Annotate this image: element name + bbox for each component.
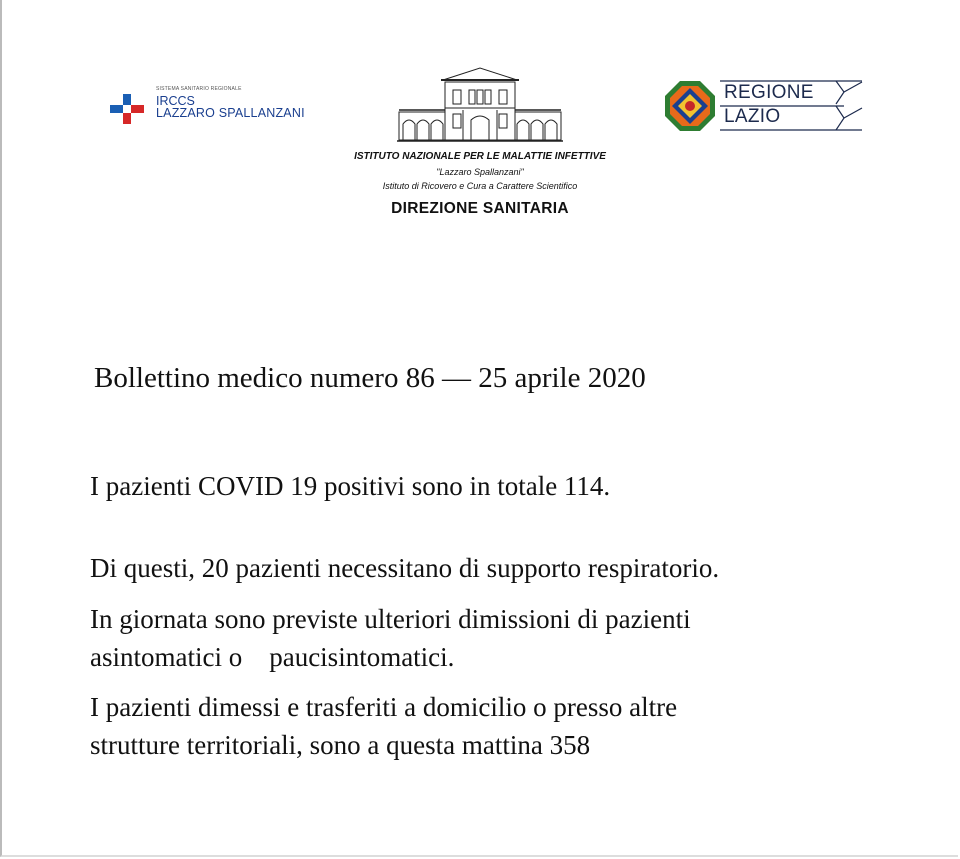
paragraph-discharged-total <box>90 688 677 764</box>
institute-type: Istituto di Ricovero e Cura a Carattere Scientifico <box>382 181 578 191</box>
paragraph-line: I pazienti dimessi e trasferiti a domicilio o presso altre <box>90 692 678 722</box>
irccs-spallanzani-logo <box>110 86 340 136</box>
paragraph-line: strutture territoriali, sono a questa mattina 358 <box>90 730 591 760</box>
regione-lazio-emblem-icon <box>664 80 716 132</box>
building-icon <box>397 66 563 142</box>
logo-line-irccs: IRCCS <box>156 94 195 108</box>
paragraph-line: asintomatici o paucisintomatici. <box>90 642 455 672</box>
blue-red-cross-icon <box>110 94 144 124</box>
paragraph-line: In giornata sono previste ulteriori dimissioni di pazienti <box>90 604 691 634</box>
paragraph-respiratory-support <box>90 549 719 587</box>
institute-name: ISTITUTO NAZIONALE PER LE MALATTIE INFETTIVE <box>354 151 606 162</box>
paragraph-discharges <box>90 600 691 676</box>
bulletin-title: Bollettino medico numero 86 — 25 aprile 2020 <box>94 362 646 394</box>
paragraph-line: Di questi, 20 pazienti necessitano di supporto respiratorio. <box>90 553 720 583</box>
logo-line-lazzaro: LAZZARO SPALLANZANI <box>156 106 305 120</box>
regione-text: REGIONE <box>724 82 814 103</box>
regione-lazio-logo <box>664 78 864 134</box>
department-title: DIREZIONE SANITARIA <box>391 200 569 217</box>
lazio-text: LAZIO <box>724 106 781 127</box>
logo-system-text: SISTEMA SANITARIO REGIONALE <box>156 86 242 92</box>
paragraph-line: I pazienti COVID 19 positivi sono in totale 114. <box>90 471 611 501</box>
paragraph-total-patients <box>90 467 610 505</box>
institute-subname: "Lazzaro Spallanzani" <box>436 167 524 177</box>
